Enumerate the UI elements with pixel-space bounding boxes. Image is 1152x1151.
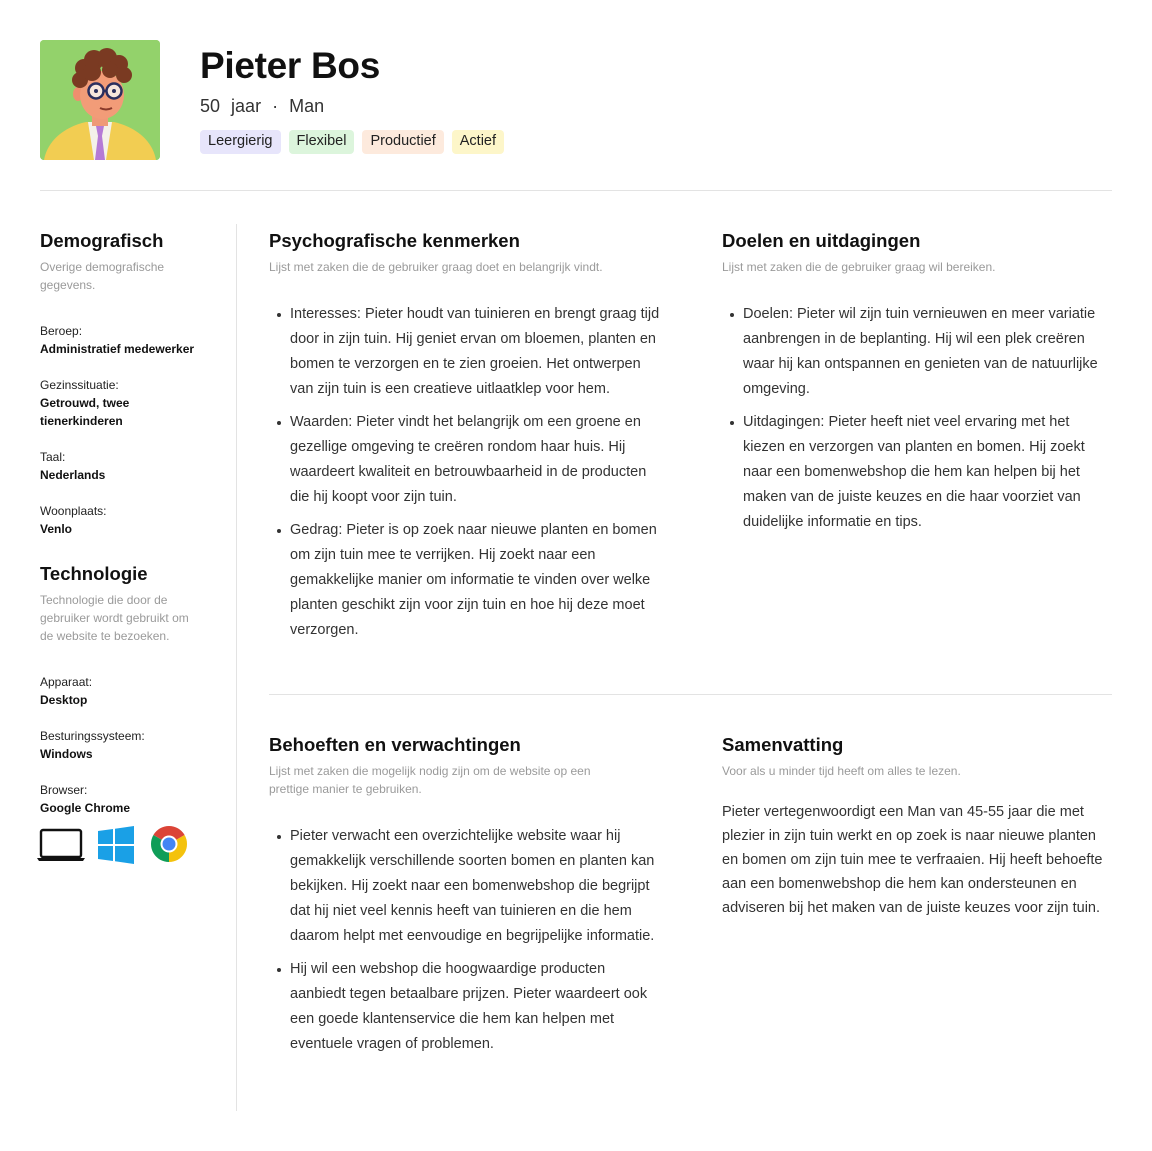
technology-title: Technologie: [40, 563, 148, 584]
tag-flexibel: Flexibel: [289, 130, 355, 154]
persona-age-unit: jaar: [231, 96, 262, 116]
summary-text: Pieter vertegenwoordigt een Man van 45-55 jaar die met plezier in zijn tuin werkt en op zoek is naar nieuwe planten en bomen om zijn tuin mee te verfraaien. Hij heeft behoefte aan een bomenwebshop die hem kan ondersteunen en adviseren bij het maken van de juiste keuzes voor zijn tuin.: [722, 804, 1103, 916]
demographic-title: Demografisch: [40, 230, 164, 251]
chrome-icon: [149, 824, 189, 869]
persona-name: Pieter Bos: [200, 45, 381, 86]
field-value: Venlo: [40, 522, 73, 536]
list-item: Interesses: Pieter houdt van tuinieren en brengt graag tijd door in zijn tuin. Hij geniet ervan om bloemen, planten en bomen te verzorgen en te zien groeien. Het ontwerpen van zijn tuin is een creatieve uitlaatklep voor hem.: [269, 302, 664, 402]
demographic-section: [40, 230, 210, 538]
tag-leergierig: Leergierig: [200, 130, 281, 154]
psychographic-subtitle: Lijst met zaken die de gebruiker graag doet en belangrijk vindt.: [269, 260, 603, 274]
psychographic-list: [269, 302, 664, 643]
technology-icons: [36, 824, 196, 866]
persona-age: 50: [200, 96, 221, 116]
goals-title: Doelen en uitdagingen: [722, 230, 921, 251]
field-label: Browser:: [40, 783, 88, 797]
sidebar-divider: [236, 224, 237, 1111]
list-item: Hij wil een webshop die hoogwaardige producten aanbiedt tegen betaalbare prijzen. Pieter waardeert ook een goede klantenservice die hem kan helpen met eventuele vragen of problemen.: [269, 957, 659, 1057]
avatar: [40, 40, 160, 160]
psychographic-title: Psychografische kenmerken: [269, 230, 520, 251]
content-divider: [269, 694, 1112, 695]
summary-section: [722, 734, 1112, 920]
persona-header: [40, 40, 1112, 160]
field-browser: [40, 781, 210, 817]
field-label: Apparaat:: [40, 675, 93, 689]
persona-gender: Man: [289, 96, 325, 116]
list-item: Gedrag: Pieter is op zoek naar nieuwe planten en bomen om zijn tuin mee te verrijken. Hij zoekt naar een gemakkelijke manier om informatie te vinden over welke planten geschikt zijn voor zijn tuin en hoe hij deze moet verzorgen.: [269, 518, 664, 643]
list-item: Uitdagingen: Pieter heeft niet veel ervaring met het kiezen en verzorgen van planten en bomen. Hij zoekt naar een bomenwebshop die hem kan helpen bij het maken van de juiste keuzes en die haar voorziet van duidelijke informatie en tips.: [722, 410, 1112, 535]
header-divider: [40, 190, 1112, 191]
goals-subtitle: Lijst met zaken die de gebruiker graag wil bereiken.: [722, 260, 996, 274]
windows-icon: [96, 825, 136, 870]
field-value: Google Chrome: [40, 801, 131, 815]
summary-subtitle: Voor als u minder tijd heeft om alles te lezen.: [722, 764, 961, 778]
list-item: Pieter verwacht een overzichtelijke website waar hij gemakkelijk verschillende soorten bomen en planten kan bekijken. Hij zoekt naar een bomenwebshop die begrijpt dat hij niet veel kennis heeft van tuinieren en die hem daarom helpt met eenvoudige en begrijpelijke informatie.: [269, 824, 659, 949]
field-family: [40, 376, 210, 430]
tag-productief: Productief: [362, 130, 443, 154]
field-occupation: [40, 322, 210, 358]
summary-title: Samenvatting: [722, 734, 844, 755]
goals-list: [722, 302, 1112, 535]
needs-list: [269, 824, 659, 1057]
field-value: Nederlands: [40, 468, 106, 482]
technology-subtitle: Technologie die door de gebruiker wordt gebruikt om de website te bezoeken.: [40, 593, 189, 643]
field-os: [40, 727, 210, 763]
technology-section: [40, 563, 210, 817]
field-label: Besturingssysteem:: [40, 729, 145, 743]
field-value: Windows: [40, 747, 93, 761]
field-value: Getrouwd, twee tienerkinderen: [40, 396, 130, 428]
demographic-subtitle: Overige demografische gegevens.: [40, 260, 165, 292]
field-label: Taal:: [40, 450, 66, 464]
needs-subtitle: Lijst met zaken die mogelijk nodig zijn om de website op een prettige manier te gebruiken.: [269, 764, 591, 796]
goals-section: [722, 230, 1112, 543]
field-value: Administratief medewerker: [40, 342, 195, 356]
needs-section: [269, 734, 659, 1065]
field-device: [40, 673, 210, 709]
needs-title: Behoeften en verwachtingen: [269, 734, 521, 755]
list-item: Doelen: Pieter wil zijn tuin vernieuwen en meer variatie aanbrengen in de beplanting. Hij wil een plek creëren waar hij kan ontspannen en genieten van de natuurlijke omgeving.: [722, 302, 1112, 402]
persona-meta: [200, 96, 330, 117]
persona-tags: [200, 130, 504, 154]
tag-actief: Actief: [452, 130, 504, 154]
avatar-illustration: [40, 40, 160, 160]
field-label: Beroep:: [40, 324, 83, 338]
list-item: Waarden: Pieter vindt het belangrijk om een groene en gezellige omgeving te creëren rondom haar huis. Hij waardeert kwaliteit en betrouwbaarheid in de producten die hij koopt voor zijn tuin.: [269, 410, 664, 510]
laptop-icon: [36, 824, 86, 869]
field-residence: [40, 502, 210, 538]
meta-separator: ·: [272, 96, 279, 116]
psychographic-section: [269, 230, 664, 651]
field-label: Gezinssituatie:: [40, 378, 119, 392]
field-label: Woonplaats:: [40, 504, 107, 518]
field-language: [40, 448, 210, 484]
field-value: Desktop: [40, 693, 88, 707]
